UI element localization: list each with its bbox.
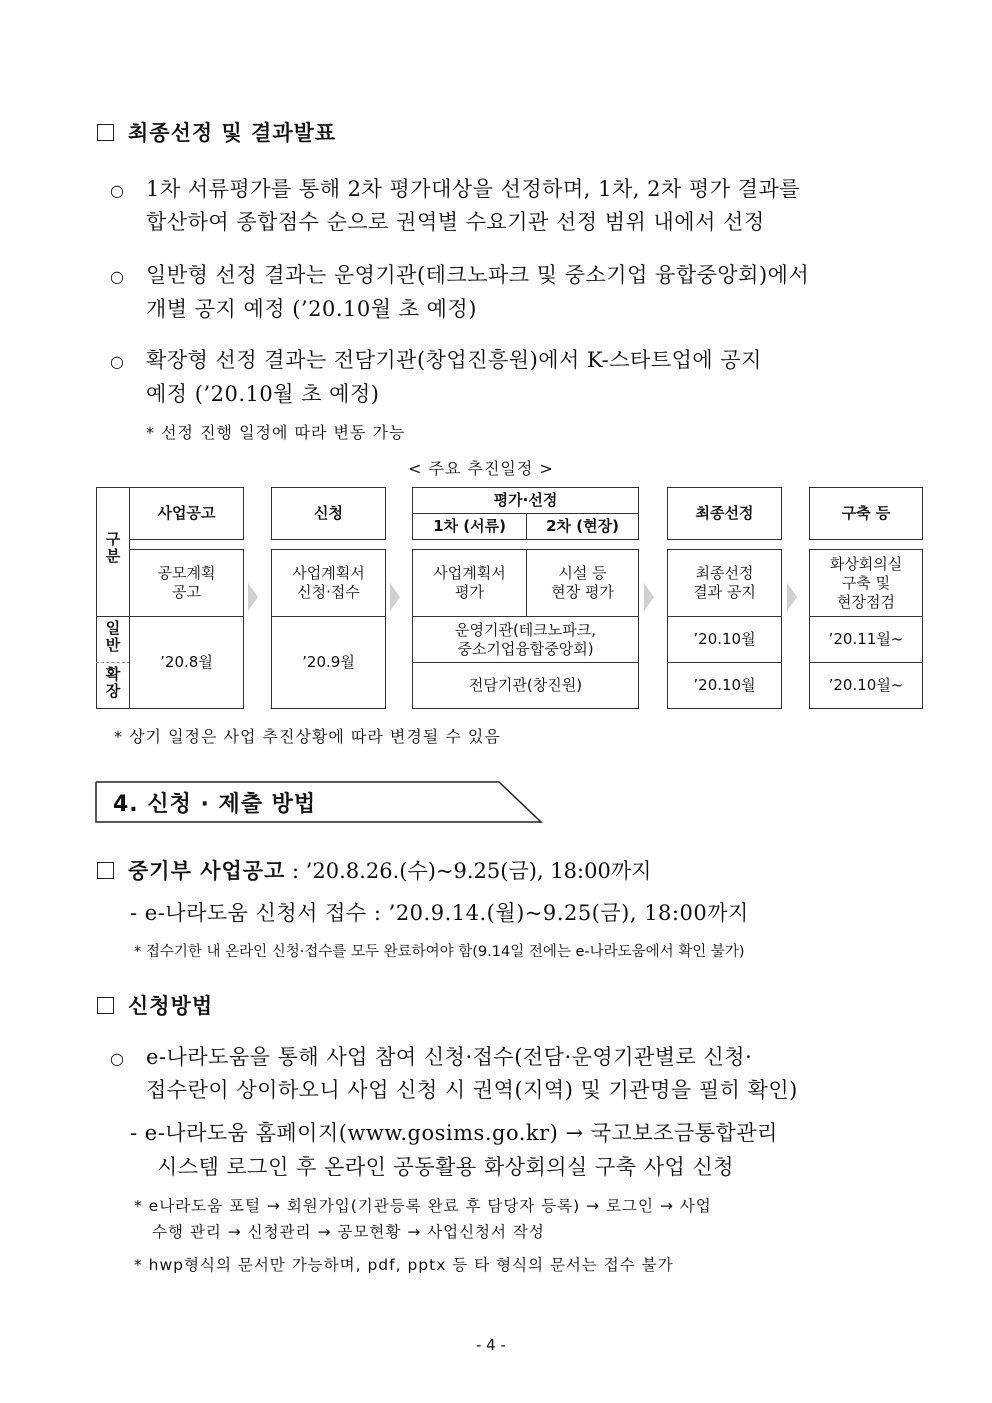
method-bullet-line-1 [110,1041,752,1071]
section-title-text: 신청방법 [128,994,214,1018]
announce-note: * 접수기한 내 온라인 신청·접수를 모두 완료하여야 함(9.14일 전에는 e-나라도움에서 확인 불가) [134,944,745,960]
bullet-2-line-2: 개별 공지 예정 (’20.10월 초 예정) [146,297,477,321]
checkbox-square-icon [97,862,114,879]
header-eval-2nd: 2차 (현장) [526,513,639,540]
task-eval-2nd: 시설 등 현장 평가 [526,549,639,617]
row-label-general: 일 반 [105,619,121,654]
circle-bullet-icon: ○ [110,181,125,200]
eval-extended-org: 전담기관(창진원) [412,662,639,709]
section-title-method [97,990,213,1020]
method-note-1-line-2: 수행 관리 → 신청관리 → 공모현황 → 사업신청서 작성 [152,1223,545,1241]
arrow-right-icon [248,583,258,611]
bullet-1-line-1 [110,173,800,203]
header-apply: 신청 [271,487,386,540]
announce-line [97,855,651,885]
task-announce: 공모계획 공고 [129,549,244,617]
section-title-final-selection [97,117,336,147]
arrow-right-icon [390,583,400,611]
row-divider-dashed [96,662,130,663]
method-bullet-line-2: 접수란이 상이하오니 사업 신청 시 권역(지역) 및 기관명을 필히 확인) [146,1078,798,1102]
date-build-extended: ’20.10월~ [809,662,923,709]
row-divider [96,616,130,617]
date-build-general: ’20.11월~ [809,616,923,663]
bullet-text: 확장형 선정 결과는 전담기관(창업진흥원)에서 K-스타트업에 공지 [146,348,762,372]
bullet-text: 일반형 선정 결과는 운영기관(테크노파크 및 중소기업 융합중앙회)에서 [146,263,810,287]
page-number: - 4 - [476,1336,506,1354]
bullet-2-line-1 [110,259,809,289]
circle-bullet-icon: ○ [110,267,125,286]
date-final-extended: ’20.10월 [667,662,782,709]
task-build: 화상회의실 구축 및 현장점검 [809,549,923,617]
bullet-3-line-2: 예정 (’20.10월 초 예정) [146,382,380,406]
arrow-right-icon [787,583,797,611]
row-label-gubun: 구 분 [105,530,121,565]
bullet-text: 1차 서류평가를 통해 2차 평가대상을 선정하며, 1차, 2차 평가 결과를 [146,177,801,201]
method-detail-line-1: - e-나라도움 홈페이지(www.gosims.go.kr) → 국고보조금통합관리 [130,1121,778,1145]
circle-bullet-icon: ○ [110,1049,125,1068]
announce-period: : ’20.8.26.(수)~9.25(금), 18:00까지 [292,859,652,883]
arrow-right-icon [644,583,654,611]
date-final-general: ’20.10월 [667,616,782,663]
method-detail-line-2: 시스템 로그인 후 온라인 공동활용 화상회의실 구축 사업 신청 [157,1155,735,1179]
header-announce: 사업공고 [129,487,244,540]
method-note-2: * hwp형식의 문서만 가능하며, pdf, pptx 등 타 형식의 문서는 접수 불가 [134,1256,674,1274]
header-build: 구축 등 [809,487,923,540]
method-note-1-line-1: * e나라도움 포털 → 회원가입(기관등록 완료 후 담당자 등록) → 로그인 → 사업 [134,1197,712,1215]
announce-label: 중기부 사업공고 [128,859,286,883]
bullet-1-line-2: 합산하여 종합점수 순으로 권역별 수요기관 선정 범위 내에서 선정 [146,210,765,234]
section-title-text: 최종선정 및 결과발표 [128,121,337,145]
bullet-text: e-나라도움을 통해 사업 참여 신청·접수(전담·운영기관별로 신청· [146,1045,753,1069]
note-schedule-subject-to-change: * 상기 일정은 사업 추진상황에 따라 변경될 수 있음 [114,727,501,746]
header-eval: 평가·선정 [412,487,639,514]
task-final: 최종선정 결과 공지 [667,549,782,617]
circle-bullet-icon: ○ [110,352,125,371]
date-apply: ’20.9월 [271,616,386,709]
note-schedule-change: * 선정 진행 일정에 따라 변동 가능 [146,423,406,442]
checkbox-square-icon [97,997,114,1014]
announce-sub: - e-나라도움 신청서 접수 : ’20.9.14.(월)~9.25(금), 18:00까지 [130,901,749,925]
checkbox-square-icon [97,124,114,141]
task-eval-1st: 사업계획서 평가 [412,549,527,617]
date-announce: ’20.8월 [129,616,244,709]
header-final: 최종선정 [667,487,782,540]
task-apply: 사업계획서 신청·접수 [271,549,386,617]
header-eval-1st: 1차 (서류) [412,513,527,540]
row-label-extended: 확 장 [105,665,121,700]
section-4-title: 4. 신청 · 제출 방법 [113,792,317,817]
eval-general-org: 운영기관(테크노파크, 중소기업융합중앙회) [412,616,639,663]
schedule-caption: < 주요 추진일정 > [408,459,554,478]
bullet-3-line-1 [110,344,762,374]
